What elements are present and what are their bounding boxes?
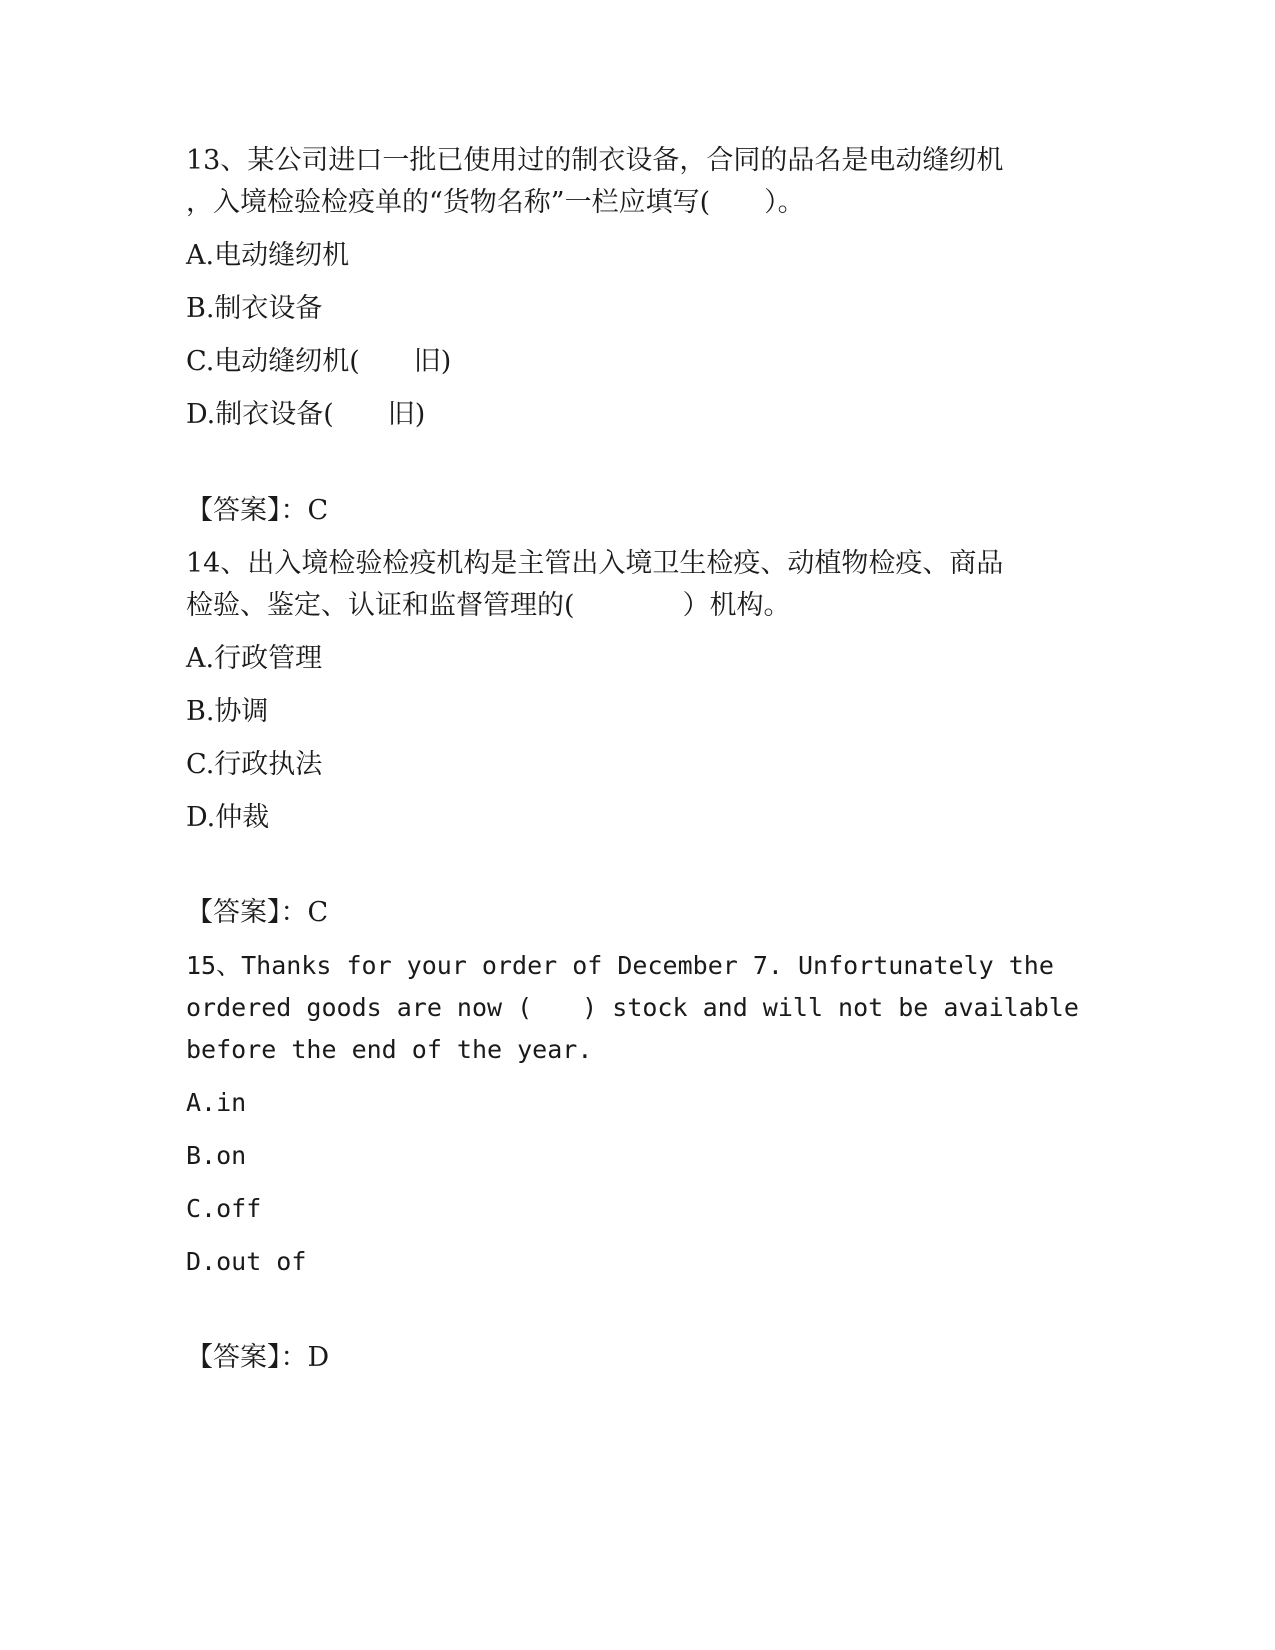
question-13-option-b: B.制衣设备 (186, 293, 323, 324)
question-14-option-a: A.行政管理 (186, 643, 323, 674)
question-15-option-c: C.off (186, 1194, 262, 1223)
question-14-stem-line-1: 14、出入境检验检疫机构是主管出入境卫生检疫、动植物检疫、商品 (186, 548, 1004, 579)
question-14-option-c: C.行政执法 (186, 749, 323, 780)
question-13-stem-line-1: 13、某公司进口一批已使用过的制衣设备，合同的品名是电动缝纫机 (186, 145, 1004, 176)
question-14-stem-line-2: 检验、鉴定、认证和监督管理的( ）机构。 (186, 590, 791, 621)
question-15-option-b: B.on (186, 1141, 247, 1170)
question-13-option-a: A.电动缝纫机 (186, 240, 350, 271)
question-13-stem-line-2: ，入境检验检疫单的“货物名称”一栏应填写( ）。 (186, 187, 805, 218)
question-14-option-b: B.协调 (186, 696, 269, 727)
question-13-answer: 【答案】：C (186, 495, 329, 526)
question-15-option-a: A.in (186, 1088, 247, 1117)
question-15-answer: 【答案】：D (186, 1342, 330, 1373)
question-15-stem-line-1: 15、Thanks for your order of December 7. Unfortunately the (186, 951, 1054, 980)
question-14-option-d: D.仲裁 (186, 802, 270, 833)
question-15-option-d: D.out of (186, 1247, 307, 1276)
question-15-stem-line-3: before the end of the year. (186, 1035, 593, 1064)
question-13-option-d: D.制衣设备( 旧) (186, 399, 426, 430)
question-15-stem-line-2: ordered goods are now ( ) stock and will not be available (186, 993, 1079, 1022)
question-13-option-c: C.电动缝纫机( 旧) (186, 346, 452, 377)
question-14-answer: 【答案】：C (186, 897, 329, 928)
